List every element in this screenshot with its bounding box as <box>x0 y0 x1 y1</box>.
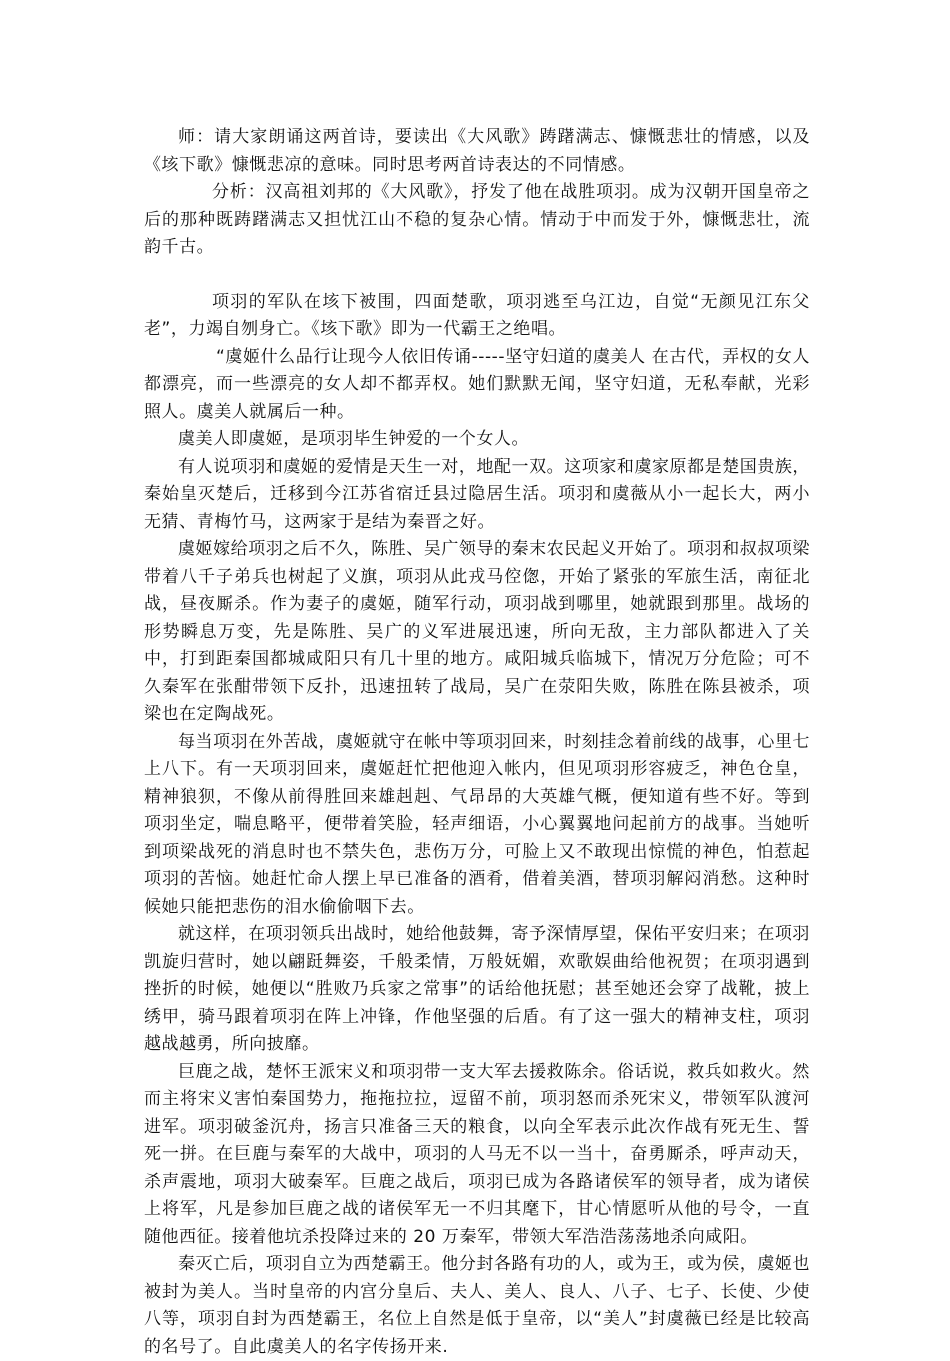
paragraph-julu-battle: 巨鹿之战，楚怀王派宋义和项羽带一支大军去援救陈余。俗话说，救兵如救火。然而主将宋义害怕秦国势力，拖拖拉拉，逗留不前，项羽怒而杀死宋义，带领军队渡河进军。项羽破釜沉舟，扬言只准备三天的粮食，以向全军表示此次作战有死无生、誓死一拼。在巨鹿与秦军的大战中，项羽的人马无不以一当十，奋勇厮杀，呼声动天，杀声震地，项羽大破秦军。巨鹿之战后，项羽已成为各路诸侯军的领导者，成为诸侯上将军，凡是参加巨鹿之战的诸侯军无一不归其麾下，甘心情愿听从他的号令，一直随他西征。接着他坑杀投降过来的 20 万秦军，带领大军浩浩荡荡地杀向咸阳。 <box>144 1061 810 1247</box>
paragraph-couple: 有人说项羽和虞姬的爱情是天生一对，地配一双。这项家和虞家原都是楚国贵族，秦始皇灭楚后，迁移到今江苏省宿迁县过隐居生活。项羽和虞薇从小一起长大，两小无猜、青梅竹马，这两家于是结为秦晋之好。 <box>144 456 810 532</box>
paragraph-uprising: 虞姬嫁给项羽之后不久，陈胜、吴广领导的秦末农民起义开始了。项羽和叔叔项梁带着八千子弟兵也树起了义旗，项羽从此戎马倥偬，开始了紧张的军旅生活，南征北战，昼夜厮杀。作为妻子的虞姬，随军行动，项羽战到哪里，她就跟到那里。战场的形势瞬息万变，先是陈胜、吴广的义军进展迅速，所向无敌，主力部队都进入了关中，打到距秦国都城咸阳只有几十里的地方。咸阳城兵临城下，情况万分危险；可不久秦军在张酣带领下反扑，迅速扭转了战局，吴广在荥阳失败，陈胜在陈县被杀，项梁也在定陶战死。 <box>144 539 810 724</box>
paragraph-meiren-title: 秦灭亡后，项羽自立为西楚霸王。他分封各路有功的人，或为王，或为侯，虞姬也被封为美人。当时皇帝的内宫分皇后、夫人、美人、良人、八子、七子、长使、少使八等，项羽自封为西楚霸王，名位上自然是低于皇帝，以“美人”封虞薇已经是比较高的名号了。自此虞美人的名字传扬开来. <box>144 1254 810 1357</box>
blank-line <box>144 262 810 289</box>
paragraph-yuji-intro: “虞姬什么品行让现今人依旧传诵-----坚守妇道的虞美人 在古代，弄权的女人都漂亮，而一些漂亮的女人却不都弄权。她们默默无闻，坚守妇道，无私奉献，光彩照人。虞美人就属后一种。 <box>144 346 810 422</box>
paragraph-yuji-who: 虞美人即虞姬，是项羽毕生钟爱的一个女人。 <box>178 429 529 449</box>
paragraph-teacher-prompt: 师：请大家朗诵这两首诗，要读出《大风歌》踌躇满志、慷慨悲壮的情感，以及《垓下歌》慷慨悲凉的意味。同时思考两首诗表达的不同情感。 <box>144 127 810 175</box>
paragraph-support: 就这样，在项羽领兵出战时，她给他鼓舞，寄予深情厚望，保佑平安归来；在项羽凯旋归营时，她以翩跹舞姿，千般柔情，万般妩媚，欢歌娱曲给他祝贺；在项羽遇到挫折的时候，她便以“胜败乃兵家之常事”的话给他抚慰；甚至她还会穿了战靴，披上绣甲，骑马跟着项羽在阵上冲锋，作他坚强的后盾。有了这一强大的精神支柱，项羽越战越勇，所向披靡。 <box>144 924 810 1054</box>
document-page <box>144 124 810 1361</box>
paragraph-gaixia: 项羽的军队在垓下被围，四面楚歌，项羽逃至乌江边，自觉“无颜见江东父老”，力竭自刎身亡。《垓下歌》即为一代霸王之绝唱。 <box>144 291 810 339</box>
paragraph-waiting: 每当项羽在外苦战，虞姬就守在帐中等项羽回来，时刻挂念着前线的战事，心里七上八下。有一天项羽回来，虞姬赶忙把他迎入帐内，但见项羽形容疲乏，神色仓皇，精神狼狈，不像从前得胜回来雄赳赳、气昂昂的大英雄气概，便知道有些不好。等到项羽坐定，喘息略平，便带着笑脸，轻声细语，小心翼翼地问起前方的战事。当她听到项梁战死的消息时也不禁失色，悲伤万分，可脸上又不敢现出惊慌的神色，怕惹起项羽的苦恼。她赶忙命人摆上早已准备的酒肴，借着美酒，替项羽解闷消愁。这种时候她只能把悲伤的泪水偷偷咽下去。 <box>144 731 810 917</box>
paragraph-analysis: 分析：汉高祖刘邦的《大风歌》，抒发了他在战胜项羽。成为汉朝开国皇帝之后的那种既踌躇满志又担忧江山不稳的复杂心情。情动于中而发于外，慷慨悲壮，流韵千古。 <box>144 182 810 257</box>
